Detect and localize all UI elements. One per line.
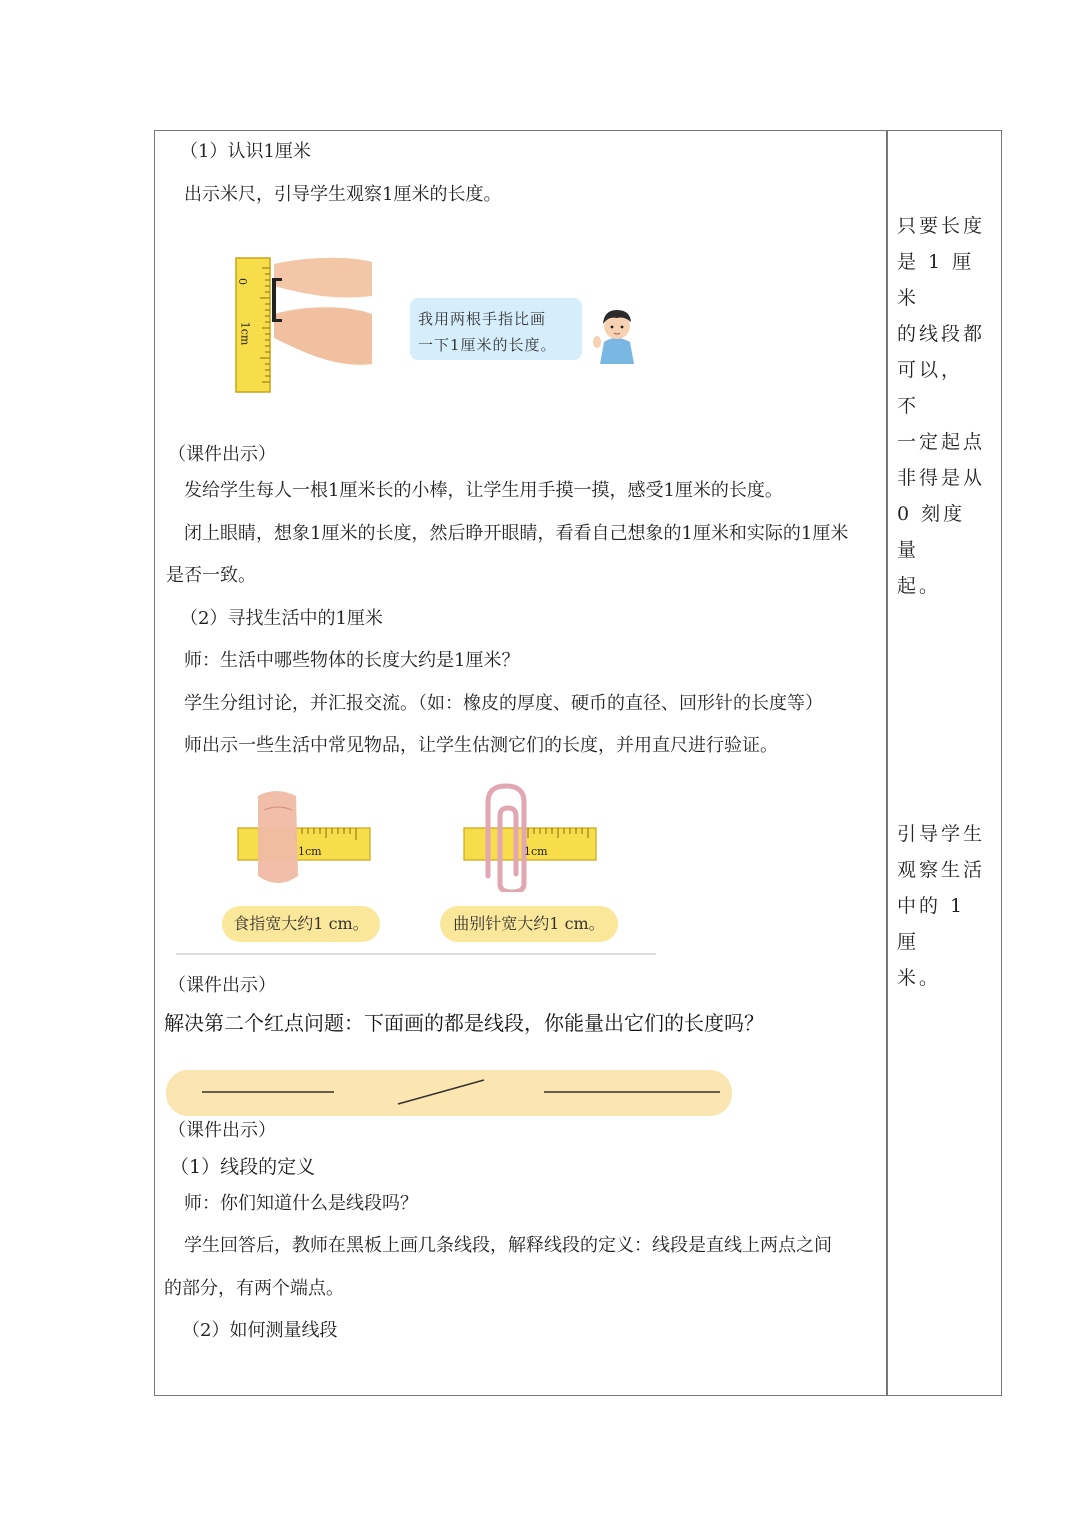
red-dot-problem-heading: 解决第二个红点问题：下面画的都是线段，你能量出它们的长度吗？ [164,1011,764,1035]
heading-how-to-measure: （2）如何测量线段 [182,1320,338,1341]
ruler-cm-label: 1cm [238,321,252,346]
line-segments-drawing [166,1070,732,1116]
caption-paperclip-width: 曲别针宽大约1 cm。 [440,906,618,942]
paragraph-show-ruler: 出示米尺，引导学生观察1厘米的长度。 [184,184,502,205]
line-segments-strip [166,1070,732,1116]
side-note-observe-life: 引导学生 观察生活 中的 1 厘 米。 [897,823,986,989]
paragraph-segment-definition: 学生回答后，教师在黑板上画几条线段，解释线段的定义：线段是直线上两点之间 [184,1235,832,1256]
side-note-start-point: 只要长度 是 1 厘米 的线段都 可以， 不 一定起点 非得是从 0 刻度量 起。 [897,215,986,597]
paragraph-segment-definition-cont: 的部分，有两个端点。 [164,1278,344,1299]
paragraph-teacher-ask-segment: 师：你们知道什么是线段吗？ [184,1193,418,1214]
courseware-label-3: （课件出示） [168,1120,276,1141]
illustration-divider-line [176,953,656,955]
ruler-a-label: 1cm [298,845,322,858]
paragraph-teacher-question: 师：生活中哪些物体的长度大约是1厘米？ [184,650,520,671]
heading-find-1cm-in-life: （2）寻找生活中的1厘米 [180,608,383,629]
ruler-fingers-illustration [230,256,380,396]
segment-2 [398,1080,484,1104]
ruler-b-label: 1cm [524,845,548,858]
finger-ruler-illustration [236,790,376,890]
paragraph-close-eyes-cont: 是否一致。 [166,565,256,586]
boy-character-illustration [590,302,642,364]
paragraph-group-discussion: 学生分组讨论，并汇报交流。（如：橡皮的厚度、硬币的直径、回形针的长度等） [184,693,823,714]
paragraph-hand-out-sticks: 发给学生每人一根1厘米长的小棒，让学生用手摸一摸，感受1厘米的长度。 [184,480,783,501]
heading-segment-definition: （1）线段的定义 [170,1156,316,1178]
paragraph-estimate-objects: 师出示一些生活中常见物品，让学生估测它们的长度，并用直尺进行验证。 [184,735,778,756]
bubble-line-1: 我用两根手指比画 [418,310,547,328]
paperclip-ruler-illustration [462,780,602,892]
caption-finger-width: 食指宽大约1 cm。 [222,906,380,942]
heading-recognize-1cm: （1）认识1厘米 [180,141,311,162]
bubble-line-2: 一下1厘米的长度。 [418,336,557,354]
courseware-label-1: （课件出示） [168,444,276,465]
paragraph-close-eyes: 闭上眼睛，想象1厘米的长度，然后睁开眼睛，看看自己想象的1厘米和实际的1厘米 [184,523,849,544]
ruler-zero-label: 0 [236,278,249,285]
courseware-label-2: （课件出示） [168,975,276,996]
speech-bubble [410,298,582,360]
column-divider [886,130,888,1396]
